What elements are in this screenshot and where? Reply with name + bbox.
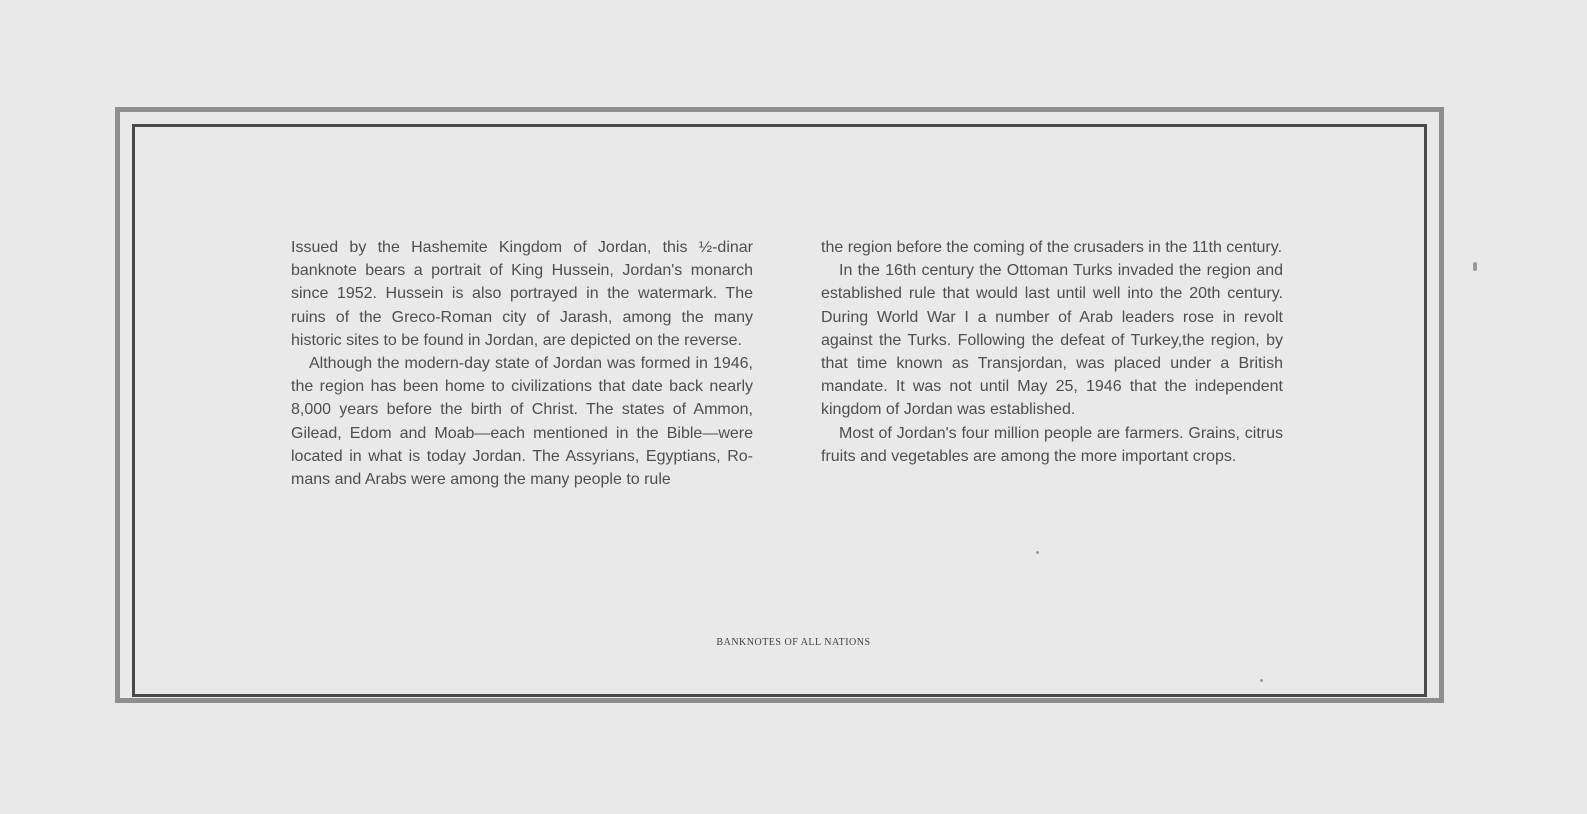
paper-speck (1473, 262, 1477, 271)
paragraph: In the 16th century the Ottoman Turks invaded the region and established rule that would last until well into the 20th century. During World War I a number of Arab leaders rose in revolt against the Turks. Following the defeat of Turkey,the region, by that time known as Transjordan, was placed under a British mandate. It was not until May 25, 1946 that the independent kingdom of Jordan was established. (821, 262, 1283, 419)
left-text-column (291, 236, 753, 491)
paragraph: Although the modern-day state of Jordan was formed in 1946, the region has been home to civilizations that date back nearly 8,000 years before the birth of Christ. The states of Ammon, Gilead, Edom and Moab—each mentioned in the Bible—were located in what is today Jordan. The Assyrians, Egyptians, Romans and Arabs were among the many people to rule (291, 355, 753, 489)
paragraph: Most of Jordan's four million people are farmers. Grains, citrus fruits and vegetables are among the more important crops. (821, 424, 1283, 465)
paper-speck (1036, 551, 1039, 554)
footer-title: BANKNOTES OF ALL NATIONS (716, 637, 871, 648)
right-text-column (821, 236, 1283, 468)
paragraph: Issued by the Hashemite Kingdom of Jordan, this ½-dinar banknote bears a portrait of King Hussein, Jordan's monarch since 1952. Hussein is also portrayed in the watermark. The ruins of the Greco-Roman city of Jarash, among the many historic sites to be found in Jordan, are depicted on the reverse. (291, 239, 753, 349)
paragraph: the region before the coming of the crusaders in the 11th century. (821, 239, 1283, 256)
paper-speck (1260, 679, 1263, 682)
